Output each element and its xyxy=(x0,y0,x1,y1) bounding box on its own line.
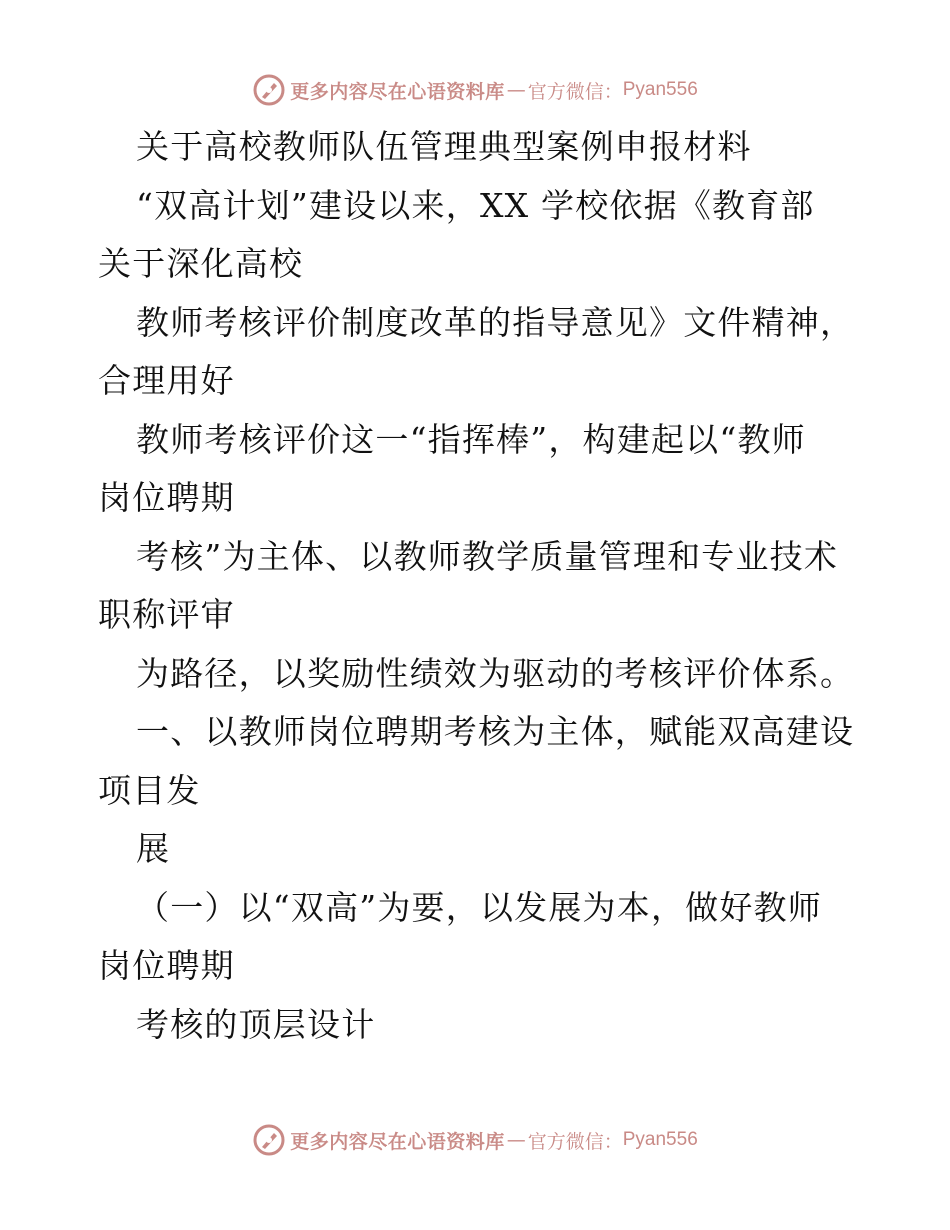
paragraph-line: 合理用好 xyxy=(98,361,235,400)
circle-pen-logo-icon xyxy=(252,73,286,107)
footer-watermark xyxy=(0,1120,950,1160)
paragraph-line: 职称评审 xyxy=(98,595,235,634)
watermark-wechat-id: Pyan556 xyxy=(622,79,698,100)
watermark-label: 官方微信： xyxy=(527,1130,623,1153)
paragraph-line: 关于深化高校 xyxy=(98,244,304,283)
watermark-label: 官方微信： xyxy=(527,80,623,103)
watermark-separator: — xyxy=(506,79,526,101)
section-heading-line: 项目发 xyxy=(98,770,201,810)
document-title: 关于高校教师队伍管理典型案例申报材料 xyxy=(136,127,752,166)
paragraph-line: 考核”为主体、以教师教学质量管理和专业技术 xyxy=(136,536,839,576)
subsection-heading-line: （一）以“双高”为要，以发展为本，做好教师 xyxy=(136,887,822,927)
paragraph-line: 教师考核评价这一“指挥棒”，构建起以“教师 xyxy=(136,419,806,459)
watermark-text: 更多内容尽在心语资料库 xyxy=(290,80,505,103)
paragraph-line: 岗位聘期 xyxy=(98,478,235,517)
paragraph-line: 为路径，以奖励性绩效为驱动的考核评价体系。 xyxy=(136,653,855,693)
paragraph-line: 教师考核评价制度改革的指导意见》文件精神， xyxy=(136,302,855,342)
section-heading-line: 展 xyxy=(136,829,171,868)
watermark-wechat-id: Pyan556 xyxy=(622,1129,698,1150)
circle-pen-logo-icon xyxy=(252,1123,286,1157)
subsection-heading-line: 岗位聘期 xyxy=(98,946,235,985)
watermark-separator: — xyxy=(506,1129,526,1151)
paragraph-line: “双高计划”建设以来，XX 学校依据《教育部 xyxy=(136,185,815,225)
subsection-heading-line: 考核的顶层设计 xyxy=(136,1004,376,1044)
section-heading-line: 一、以教师岗位聘期考核为主体，赋能双高建设 xyxy=(136,712,855,751)
header-watermark xyxy=(0,70,950,110)
watermark-text: 更多内容尽在心语资料库 xyxy=(290,1130,505,1153)
document-body xyxy=(98,118,858,1054)
